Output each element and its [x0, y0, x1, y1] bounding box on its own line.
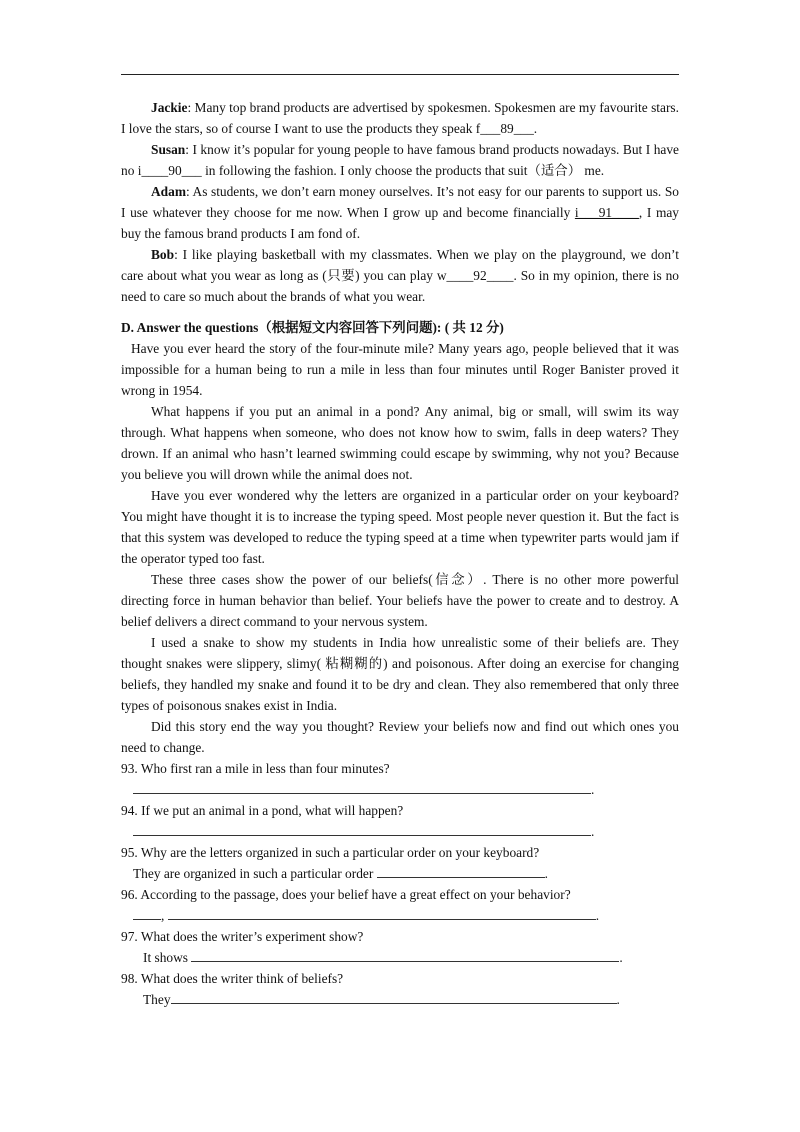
answer-blank[interactable] [191, 948, 619, 962]
blank-90: ____90___ [141, 163, 202, 178]
answer-line-94[interactable] [121, 821, 679, 842]
answer-period: . [595, 908, 600, 923]
header-rule [121, 74, 679, 75]
dialogue-susan [121, 139, 679, 181]
document-body [121, 97, 679, 1010]
blank-91: i___91____ [574, 205, 639, 220]
passage-paragraph: Did this story end the way you thought? Review your beliefs now and find out which ones you need to change. [121, 719, 679, 755]
answer-line-96[interactable] [121, 905, 679, 926]
answer-period: . [544, 866, 549, 881]
question-93: 93. Who first ran a mile in less than four minutes? [121, 761, 390, 776]
answer-line-95[interactable] [121, 863, 679, 884]
dialogue-text: : As students, we don’t earn money ourselves. It’s not easy for our parents to support us. So I use whatever they choose for me now. When I grow up and become financially [121, 184, 679, 220]
speaker-name: Adam [151, 184, 186, 199]
dialogue-text: : Many top brand products are advertised by spokesmen. Spokesmen are my favourite stars. I love the stars, so of course I want to use the products they speak f [121, 100, 679, 136]
speaker-name: Bob [151, 247, 175, 262]
dialogue-text: . [533, 121, 538, 136]
dialogue-text: : I like playing basketball with my classmates. When we play on the playground, we don’t care about what you wear as long as (只要) you can play w [121, 247, 679, 283]
answer-line-93[interactable] [121, 779, 679, 800]
answer-blank[interactable] [133, 822, 591, 836]
dialogue-text: in following the fashion. I only choose the products that suit（适合） me. [201, 163, 605, 178]
blank-92: ____92____ [446, 268, 514, 283]
answer-blank[interactable] [171, 990, 617, 1004]
answer-comma: , [161, 908, 165, 923]
blank-89: ___89___ [480, 121, 534, 136]
speaker-name: Susan [151, 142, 186, 157]
answer-blank-yes-no[interactable] [133, 906, 161, 920]
question-98: 98. What does the writer think of beliefs? [121, 971, 344, 986]
speaker-name: Jackie [151, 100, 188, 115]
answer-blank[interactable] [133, 780, 591, 794]
dialogue-adam [121, 181, 679, 244]
question-97: 97. What does the writer’s experiment show? [121, 929, 364, 944]
section-heading: D. Answer the questions（根据短文内容回答下列问题): ( 共 12 分) [121, 320, 504, 335]
question-94: 94. If we put an animal in a pond, what will happen? [121, 803, 404, 818]
question-95: 95. Why are the letters organized in such a particular order on your keyboard? [121, 845, 540, 860]
passage-paragraph: What happens if you put an animal in a pond? Any animal, big or small, will swim its way through. What happens when someone, who does not know how to swim, falls in deep waters? They drown. If an animal who hasn’t learned swimming could escape by swimming, why not you? Because you believe you will drown while the animal does not. [121, 404, 679, 482]
dialogue-bob [121, 244, 679, 307]
passage-paragraph: Have you ever wondered why the letters are organized in a particular order on your keyboard? You might have thought it is to increase the typing speed. Most people never question it. But the fact is that this system was developed to reduce the typing speed at a time when typewriter parts would jam if the operator typed too fast. [121, 488, 679, 566]
passage-paragraph: I used a snake to show my students in India how unrealistic some of their beliefs are. They thought snakes were slippery, slimy( 粘糊糊的) and poisonous. After doing an exercise for changing beliefs, they handled my snake and found it to be dry and clean. They also remembered that only three types of poisonous snakes exist in India. [121, 635, 679, 713]
dialogue-text: : I know it’s popular for young people to have famous brand products nowadays. But I have no i [121, 142, 679, 178]
dialogue-text: , I may buy the famous brand products I am fond of. [121, 205, 679, 241]
answer-period: . [619, 950, 623, 965]
answer-prefix: It shows [143, 950, 189, 965]
passage-paragraph: Have you ever heard the story of the four-minute mile? Many years ago, people believed that it was impossible for a human being to run a mile in less than four minutes until Roger Banister proved it wrong in 1954. [121, 341, 679, 398]
question-96: 96. According to the passage, does your belief have a great effect on your behavior? [121, 887, 571, 902]
answer-prefix: They are organized in such a particular order [133, 866, 374, 881]
answer-blank[interactable] [168, 906, 596, 920]
answer-period: . [616, 992, 620, 1007]
answer-period: . [591, 782, 595, 797]
answer-blank[interactable] [377, 864, 545, 878]
dialogue-text: . So in my opinion, there is no need to care so much about the brands of what you wear. [121, 268, 679, 304]
answer-line-98[interactable] [121, 989, 679, 1010]
passage-paragraph: These three cases show the power of our beliefs(信念）. There is no other more powerful directing force in human behavior than belief. Your beliefs have the power to create and to destroy. A belief delivers a direct command to your nervous system. [121, 572, 679, 629]
answer-line-97[interactable] [121, 947, 679, 968]
answer-prefix: They [143, 992, 171, 1007]
answer-period: . [591, 824, 595, 839]
dialogue-jackie [121, 97, 679, 139]
